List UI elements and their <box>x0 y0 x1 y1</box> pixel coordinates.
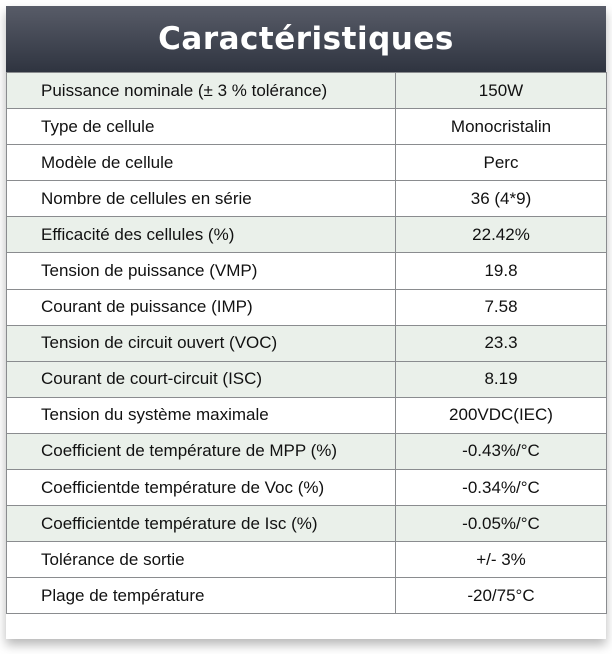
table-row <box>7 506 607 542</box>
row-label: Coefficientde température de Isc (%) <box>7 506 396 542</box>
row-value: 22.42% <box>396 217 607 253</box>
row-value: 8.19 <box>396 361 607 397</box>
table-title: Caractéristiques <box>6 6 606 72</box>
row-value: -20/75°C <box>396 578 607 614</box>
row-value: 19.8 <box>396 253 607 289</box>
table-row <box>7 145 607 181</box>
row-value: -0.34%/°C <box>396 470 607 506</box>
row-label: Tolérance de sortie <box>7 542 396 578</box>
row-label: Coefficient de température de MPP (%) <box>7 433 396 469</box>
table-row <box>7 109 607 145</box>
row-label: Puissance nominale (± 3 % tolérance) <box>7 73 396 109</box>
row-value: 36 (4*9) <box>396 181 607 217</box>
row-label: Nombre de cellules en série <box>7 181 396 217</box>
row-label: Efficacité des cellules (%) <box>7 217 396 253</box>
row-label: Type de cellule <box>7 109 396 145</box>
table-row <box>7 181 607 217</box>
table-row <box>7 253 607 289</box>
row-label: Courant de puissance (IMP) <box>7 289 396 325</box>
table-row <box>7 217 607 253</box>
row-value: -0.05%/°C <box>396 506 607 542</box>
spec-table <box>6 72 607 614</box>
spec-card <box>6 6 606 639</box>
row-label: Tension du système maximale <box>7 397 396 433</box>
table-row <box>7 73 607 109</box>
table-row <box>7 542 607 578</box>
table-row <box>7 325 607 361</box>
row-label: Coefficientde température de Voc (%) <box>7 470 396 506</box>
row-label: Tension de puissance (VMP) <box>7 253 396 289</box>
row-label: Courant de court-circuit (ISC) <box>7 361 396 397</box>
row-value: 23.3 <box>396 325 607 361</box>
row-value: Perc <box>396 145 607 181</box>
row-value: -0.43%/°C <box>396 433 607 469</box>
table-row <box>7 361 607 397</box>
row-label: Tension de circuit ouvert (VOC) <box>7 325 396 361</box>
row-value: 7.58 <box>396 289 607 325</box>
row-label: Plage de température <box>7 578 396 614</box>
table-row <box>7 397 607 433</box>
row-value: +/- 3% <box>396 542 607 578</box>
row-value: 150W <box>396 73 607 109</box>
row-value: 200VDC(IEC) <box>396 397 607 433</box>
table-row <box>7 289 607 325</box>
table-row <box>7 578 607 614</box>
row-label: Modèle de cellule <box>7 145 396 181</box>
row-value: Monocristalin <box>396 109 607 145</box>
table-row <box>7 433 607 469</box>
table-row <box>7 470 607 506</box>
